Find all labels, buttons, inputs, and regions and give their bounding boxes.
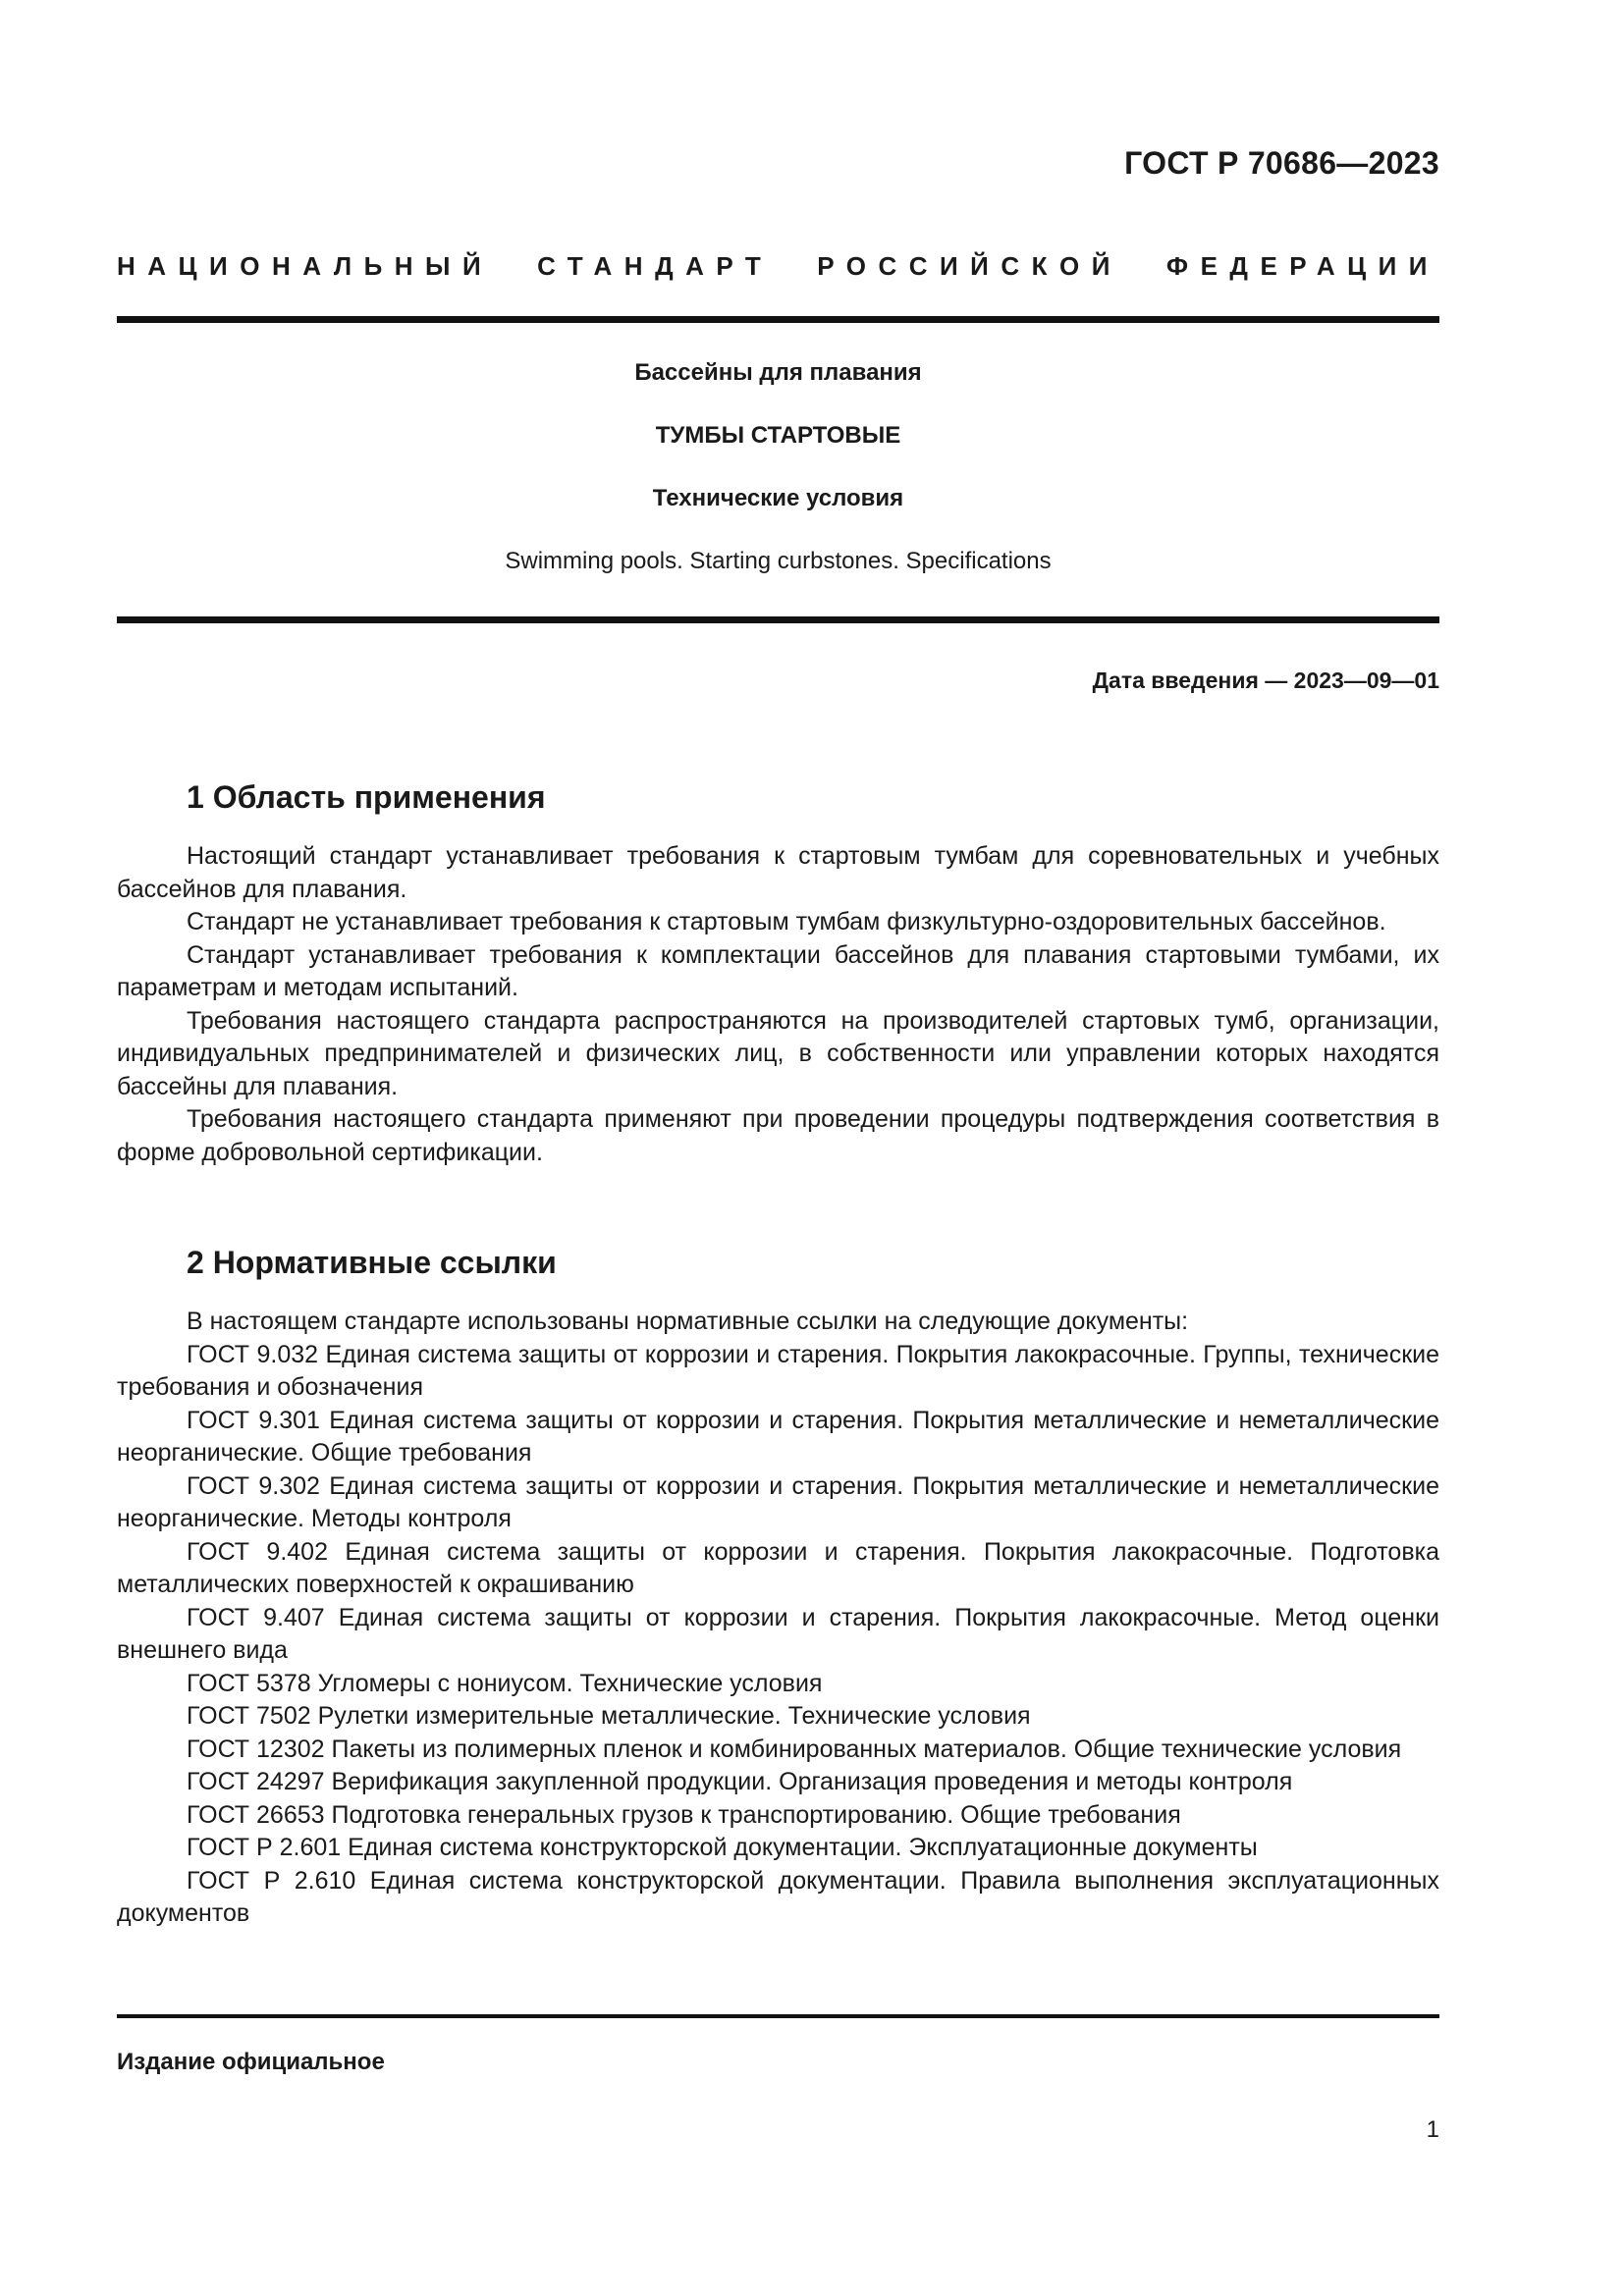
national-standard-heading: НАЦИОНАЛЬНЫЙ СТАНДАРТ РОССИЙСКОЙ ФЕДЕРАЦИИ bbox=[117, 251, 1439, 281]
header-divider-top bbox=[117, 316, 1439, 323]
paragraph: Стандарт не устанавливает требования к стартовым тумбам физкультурно-оздоровительных бассейнов. bbox=[187, 908, 1386, 935]
reference-item: ГОСТ 9.302 Единая система защиты от коррозии и старения. Покрытия металлические и неметаллические неорганические. Методы контроля bbox=[117, 1471, 1439, 1532]
document-number: ГОСТ Р 70686—2023 bbox=[1124, 145, 1439, 181]
reference-item: ГОСТ 24297 Верификация закупленной продукции. Организация проведения и методы контроля bbox=[187, 1768, 1293, 1795]
section-1-title: 1 Область применения bbox=[187, 779, 546, 815]
reference-item: ГОСТ Р 2.601 Единая система конструкторской документации. Эксплуатационные документы bbox=[187, 1834, 1258, 1861]
reference-item: ГОСТ 9.032 Единая система защиты от коррозии и старения. Покрытия лакокрасочные. Группы, технические требования и обозначения bbox=[117, 1340, 1439, 1401]
section-2-title: 2 Нормативные ссылки bbox=[187, 1245, 557, 1280]
reference-item: ГОСТ 9.301 Единая система защиты от коррозии и старения. Покрытия металлические и неметаллические неорганические. Общие требования bbox=[117, 1406, 1439, 1467]
section-2-body bbox=[117, 1306, 1439, 1931]
section-1-body bbox=[117, 840, 1439, 1169]
official-edition-label: Издание официальное bbox=[117, 2049, 385, 2075]
header-divider-bottom bbox=[117, 616, 1439, 623]
paragraph: Настоящий стандарт устанавливает требования к стартовым тумбам для соревновательных и учебных бассейнов для плавания. bbox=[117, 842, 1439, 903]
english-title: Swimming pools. Starting curbstones. Specifications bbox=[505, 548, 1052, 574]
reference-item: ГОСТ Р 2.610 Единая система конструкторской документации. Правила выполнения эксплуатационных документов bbox=[117, 1866, 1439, 1927]
paragraph: Требования настоящего стандарта распространяются на производителей стартовых тумб, организации, индивидуальных предпринимателей и физических лиц, в собственности или управлении которых находятся бассейны для плавания. bbox=[117, 1006, 1439, 1100]
paragraph: Стандарт устанавливает требования к комплектации бассейнов для плавания стартовыми тумбами, их параметрам и методам испытаний. bbox=[117, 940, 1439, 1001]
subject-title: Бассейны для плавания bbox=[634, 359, 922, 386]
reference-item: ГОСТ 26653 Подготовка генеральных грузов к транспортированию. Общие требования bbox=[187, 1800, 1181, 1829]
paragraph: В настоящем стандарте использованы нормативные ссылки на следующие документы: bbox=[187, 1308, 1189, 1335]
reference-item: ГОСТ 5378 Угломеры с нониусом. Технические условия bbox=[187, 1669, 823, 1697]
reference-item: ГОСТ 7502 Рулетки измерительные металлические. Технические условия bbox=[187, 1702, 1031, 1730]
page-number: 1 bbox=[1426, 2116, 1439, 2143]
reference-item: ГОСТ 9.402 Единая система защиты от коррозии и старения. Покрытия лакокрасочные. Подготовка металлических поверхностей к окрашиванию bbox=[117, 1537, 1439, 1598]
reference-item: ГОСТ 12302 Пакеты из полимерных пленок и комбинированных материалов. Общие технические условия bbox=[187, 1735, 1402, 1763]
main-title: ТУМБЫ СТАРТОВЫЕ bbox=[655, 422, 901, 449]
paragraph: Требования настоящего стандарта применяют при проведении процедуры подтверждения соответствия в форме добровольной сертификации. bbox=[117, 1105, 1439, 1166]
footer-divider bbox=[117, 2014, 1439, 2018]
document-kind: Технические условия bbox=[652, 485, 904, 511]
reference-item: ГОСТ 9.407 Единая система защиты от коррозии и старения. Покрытия лакокрасочные. Метод оценки внешнего вида bbox=[117, 1603, 1439, 1664]
introduction-date: Дата введения — 2023—09—01 bbox=[1092, 667, 1439, 693]
